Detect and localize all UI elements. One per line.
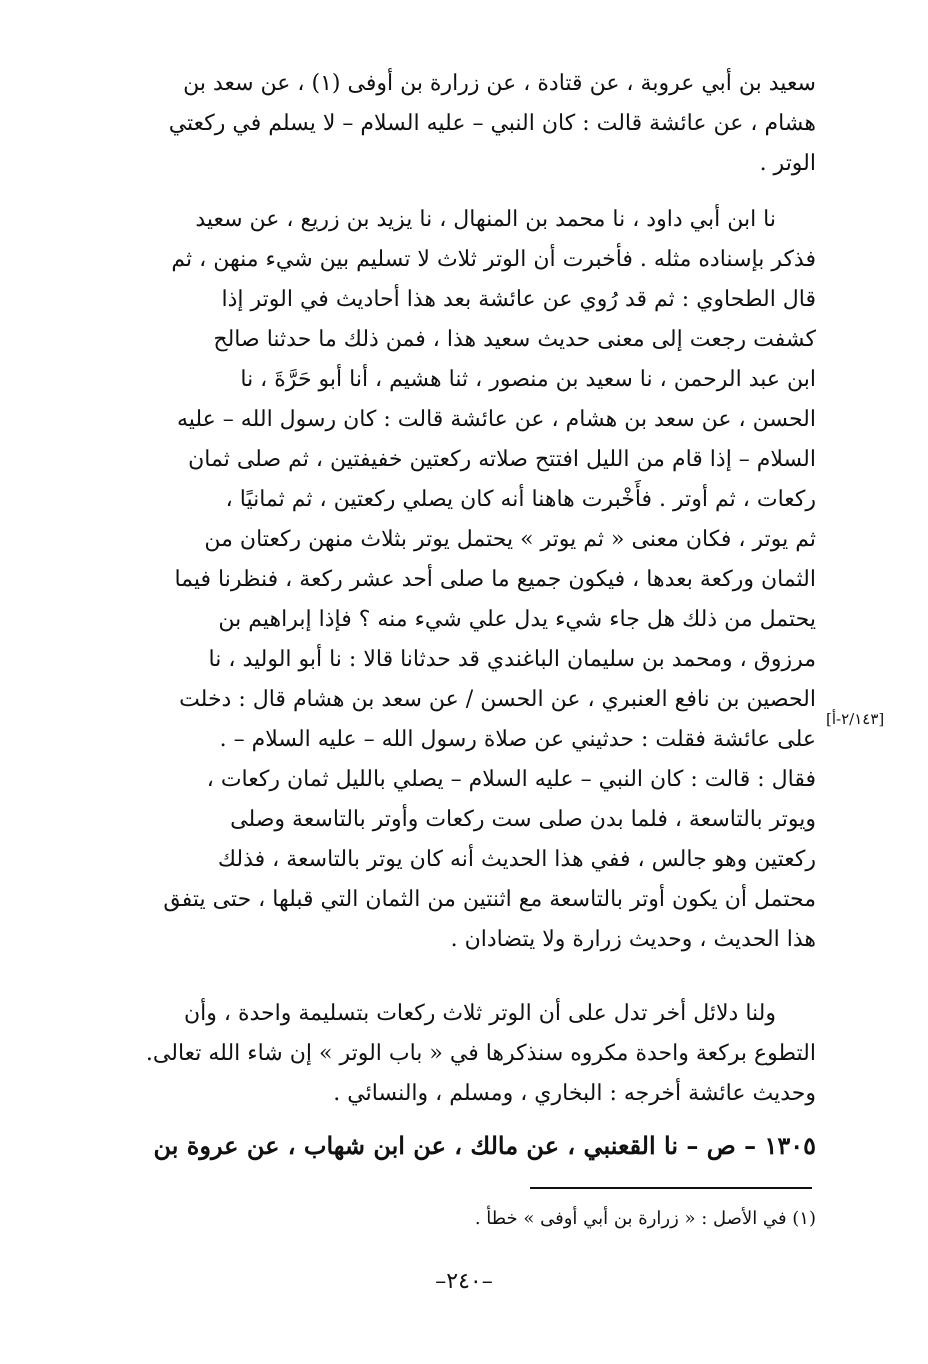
hadith-heading: ١٣٠٥ – ص – نا القعنبي ، عن مالك ، عن ابن شهاب ، عن عروة بن bbox=[153, 1131, 816, 1160]
text-line: هشام ، عن عائشة قالت : كان النبي – عليه السلام – لا يسلم في ركعتي bbox=[168, 111, 816, 136]
text-line: محتمل أن يكون أوتر بالتاسعة مع اثنتين من الثمان التي قبلها ، حتى يتفق bbox=[163, 887, 816, 912]
text-line: على عائشة فقلت : حدثيني عن صلاة رسول الله – عليه السلام – . bbox=[219, 727, 816, 752]
text-line: التطوع بركعة واحدة مكروه سنذكرها في « باب الوتر » إن شاء الله تعالى. bbox=[145, 1041, 816, 1066]
text-line: الثمان وركعة بعدها ، فيكون جميع ما صلى أحد عشر ركعة ، فنظرنا فيما bbox=[174, 567, 816, 592]
paragraph-3 bbox=[116, 994, 816, 1114]
text-line: ابن عبد الرحمن ، نا سعيد بن منصور ، ثنا هشيم ، أنا أبو حَرَّةَ ، نا bbox=[240, 367, 816, 392]
paragraph-2 bbox=[116, 200, 816, 960]
text-line: نا ابن أبي داود ، نا محمد بن المنهال ، نا يزيد بن زريع ، عن سعيد bbox=[195, 207, 776, 232]
footnote: (١) في الأصل : « زرارة بن أبي أوفى » خطأ . bbox=[474, 1208, 816, 1229]
margin-manuscript-reference: [٢/١٤٣-أ] bbox=[826, 710, 885, 728]
text-line: الوتر . bbox=[759, 151, 816, 176]
text-line: يحتمل من ذلك هل جاء شيء يدل علي شيء منه ؟ فإذا إبراهيم بن bbox=[218, 607, 816, 632]
text-line: وحديث عائشة أخرجه : البخاري ، ومسلم ، والنسائي . bbox=[333, 1081, 816, 1106]
text-line: فذكر بإسناده مثله . فأخبرت أن الوتر ثلاث لا تسليم بين شيء منهن ، ثم bbox=[171, 247, 816, 272]
text-line: ويوتر بالتاسعة ، فلما بدن صلى ست ركعات وأوتر بالتاسعة وصلى bbox=[230, 807, 816, 832]
text-line: مرزوق ، ومحمد بن سليمان الباغندي قد حدثانا قالا : نا أبو الوليد ، نا bbox=[208, 647, 816, 672]
text-line: فقال : قالت : كان النبي – عليه السلام – يصلي بالليل ثمان ركعات ، bbox=[206, 767, 816, 792]
page-number: –٢٤٠– bbox=[435, 1269, 493, 1294]
text-line: ركعات ، ثم أوتر . فأَخْبرت هاهنا أنه كان يصلي ركعتين ، ثم ثمانيًا ، bbox=[225, 487, 816, 512]
text-line: الحصين بن نافع العنبري ، عن الحسن / عن سعد بن هشام قال : دخلت bbox=[179, 687, 816, 712]
text-line: ولنا دلائل أخر تدل على أن الوتر ثلاث ركعات بتسليمة واحدة ، وأن bbox=[184, 1001, 776, 1026]
text-line: ثم يوتر ، فكان معنى « ثم يوتر » يحتمل يوتر بثلاث منهن ركعتان من bbox=[204, 527, 816, 552]
text-line: كشفت رجعت إلى معنى حديث سعيد هذا ، فمن ذلك ما حدثنا صالح bbox=[213, 327, 816, 352]
text-line: السلام – إذا قام من الليل افتتح صلاته ركعتين خفيفتين ، ثم صلى ثمان bbox=[188, 447, 816, 472]
text-line: هذا الحديث ، وحديث زرارة ولا يتضادان . bbox=[450, 927, 816, 952]
text-line: الحسن ، عن سعد بن هشام ، عن عائشة قالت : كان رسول الله – عليه bbox=[176, 407, 816, 432]
footnote-divider bbox=[530, 1187, 812, 1189]
text-line: ركعتين وهو جالس ، ففي هذا الحديث أنه كان يوتر بالتاسعة ، فذلك bbox=[217, 847, 816, 872]
text-line: سعيد بن أبي عروبة ، عن قتادة ، عن زرارة بن أوفى (١) ، عن سعد بن bbox=[183, 71, 816, 96]
text-line: قال الطحاوي : ثم قد رُوي عن عائشة بعد هذا أحاديث في الوتر إذا bbox=[221, 287, 816, 312]
paragraph-1 bbox=[116, 64, 816, 184]
